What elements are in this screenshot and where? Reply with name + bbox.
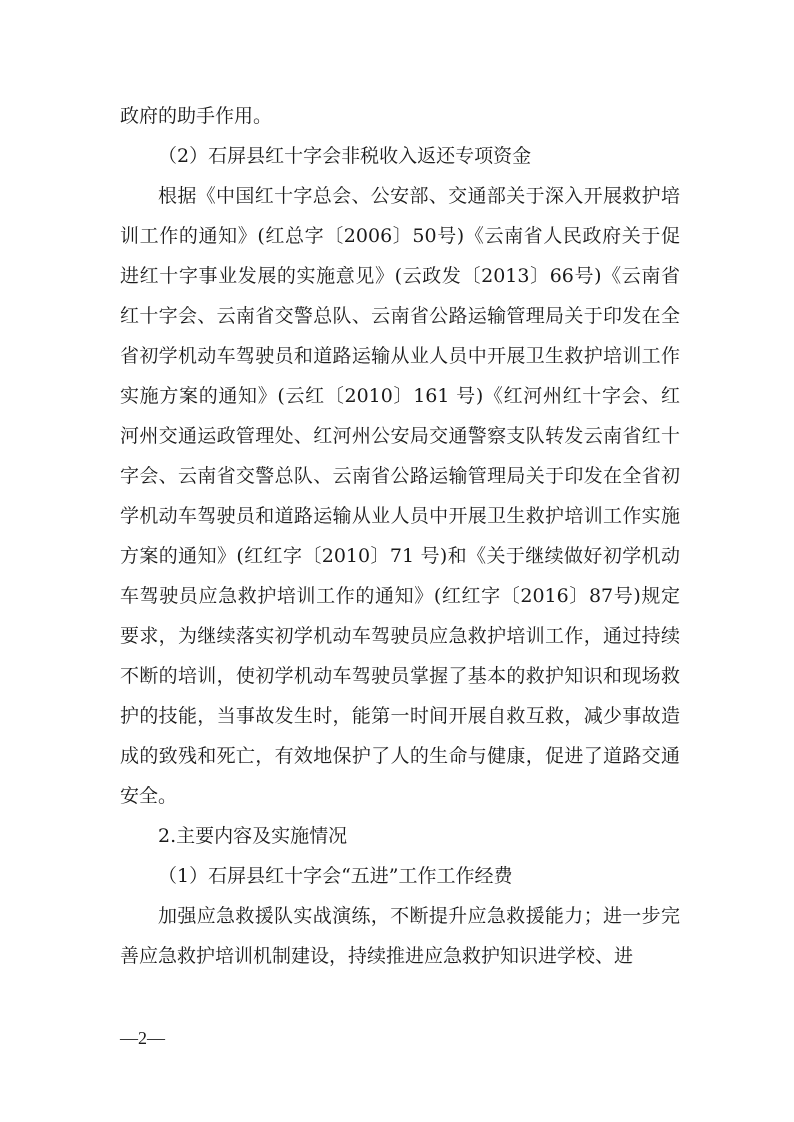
paragraph-basis: 根据《中国红十字总会、公安部、交通部关于深入开展救护培训工作的通知》(红总字〔2006〕50号)《云南省人民政府关于促进红十字事业发展的实施意见》(云政发〔2013〕66号)《云南省红十字会、云南省交警总队、云南省公路运输管理局关于印发在全省初学机动车驾驶员和道路运输从业人员中开展卫生救护培训工作实施方案的通知》(云红〔2010〕161 号)《红河州红十字会、红河州交通运政管理处、红河州公安局交通警察支队转发云南省红十字会、云南省交警总队、云南省公路运输管理局关于印发在全省初学机动车驾驶员和道路运输从业人员中开展卫生救护培训工作实施方案的通知》(红红字〔2010〕71 号)和《关于继续做好初学机动车驾驶员应急救护培训工作的通知》(红红字〔2016〕87号)规定要求，为继续落实初学机动车驾驶员应急救护培训工作，通过持续不断的培训，使初学机动车驾驶员掌握了基本的救护知识和现场救护的技能，当事故发生时，能第一时间开展自救互救，减少事故造成的致残和死亡，有效地保护了人的生命与健康，促进了道路交通安全。 [120, 185, 680, 807]
page-number: —2— [120, 1028, 165, 1048]
paragraph-emergency-training: 加强应急救援队实战演练，不断提升应急救援能力；进一步完善应急救护培训机制建设，持续推进应急救护知识进学校、进 [120, 905, 680, 967]
section-heading-five-entries: （1）石屏县红十字会“五进”工作工作经费 [158, 865, 513, 887]
section-heading-main-content: 2.主要内容及实施情况 [158, 825, 348, 847]
paragraph-continuation: 政府的助手作用。 [120, 105, 273, 127]
section-heading-tax-refund-fund: （2）石屏县红十字会非税收入返还专项资金 [158, 145, 532, 167]
document-body [120, 96, 680, 976]
